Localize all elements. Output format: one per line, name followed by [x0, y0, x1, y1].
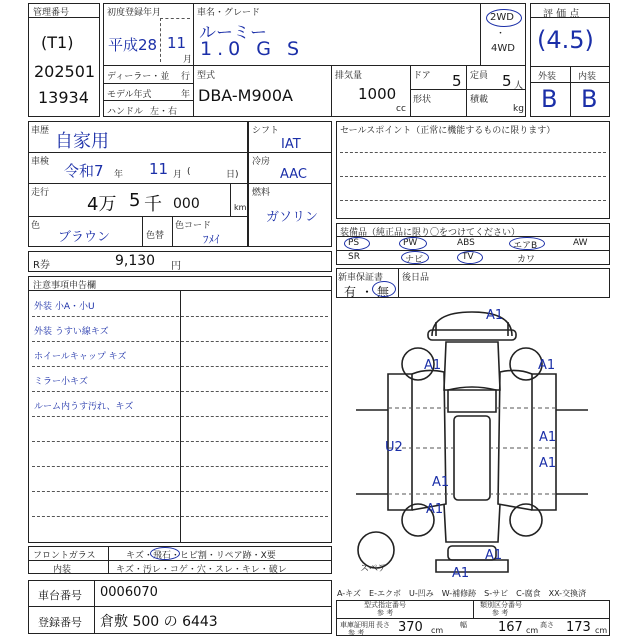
- color-value: ブラウン: [58, 230, 111, 245]
- later-label: 後日品: [402, 273, 430, 283]
- drive-4wd: 4WD: [491, 43, 515, 54]
- mileage-label: 走行: [31, 188, 50, 198]
- load-label: 積載: [470, 95, 489, 105]
- equip-pw-circle: [399, 237, 427, 250]
- rticket-value: 9,130: [115, 253, 156, 269]
- warranty-none-circle: [372, 281, 396, 297]
- equip-airbag: エアB: [513, 241, 538, 251]
- mgmt-line1: 202501: [34, 62, 96, 81]
- equip-navi: ナビ: [405, 255, 424, 265]
- handle-value: 左・右: [150, 107, 178, 117]
- plate-value: 倉敷 500 の 6443: [100, 614, 218, 630]
- load-unit: kg: [513, 104, 524, 114]
- disp-value: 1000: [358, 85, 397, 103]
- interior-label: 内装: [53, 565, 72, 575]
- car-name-label: 車名・グレード: [197, 8, 261, 18]
- use-value: 自家用: [55, 131, 109, 152]
- equip-tv: TV: [462, 252, 474, 262]
- note-line-1: 外装 小A・小U: [34, 302, 95, 312]
- chassis-label: 車台番号: [38, 589, 82, 602]
- damage-mark-5: A1: [539, 430, 557, 445]
- height-label: 高さ: [540, 621, 554, 629]
- damage-mark-4: U2: [385, 440, 403, 455]
- width-unit: cm: [526, 626, 539, 635]
- rticket-label: R券: [33, 260, 50, 271]
- damage-mark-1: A1: [486, 308, 504, 323]
- inspect-day-open: (: [187, 167, 191, 177]
- rating-ext: B: [541, 85, 558, 113]
- height-value: 173: [566, 620, 591, 635]
- rticket-unit: 円: [171, 261, 181, 272]
- type-num-label: 型式指定番号: [364, 601, 406, 609]
- damage-mark-2: A1: [538, 358, 556, 373]
- shift-label: シフト: [252, 126, 280, 136]
- inspect-year-unit: 年: [114, 170, 124, 180]
- rating-int: B: [581, 85, 598, 113]
- car-grade: 1.0 G S: [200, 38, 305, 60]
- damage-mark-6: A1: [539, 456, 557, 471]
- mgmt-line2: 13934: [38, 88, 89, 107]
- note-line-3: ホイールキャップ キズ: [34, 352, 127, 362]
- dealer-label: ディーラー・並: [107, 72, 170, 82]
- mileage-man: 4万: [87, 194, 117, 215]
- equip-leather: カワ: [517, 255, 536, 265]
- model-year-suffix: 年: [181, 90, 191, 100]
- car-damage-diagram: [336, 298, 610, 586]
- model-year-label: モデル年式: [107, 90, 152, 100]
- equip-navi-circle: [401, 251, 429, 264]
- notes-label: 注意事項申告欄: [33, 281, 97, 291]
- warranty-yes: 有: [344, 285, 357, 299]
- length-value: 370: [398, 620, 423, 635]
- cert-ref: 参 考: [348, 629, 365, 637]
- disp-label: 排気量: [335, 71, 363, 81]
- class-num-ref: 参 考: [492, 609, 509, 617]
- rating-value: (4.5): [537, 26, 594, 54]
- mgmt-code: (T1): [41, 33, 74, 52]
- note-line-2: 外装 うすい線キズ: [34, 327, 109, 337]
- equip-sr: SR: [348, 252, 360, 262]
- spare-label: スペア: [360, 564, 388, 574]
- rating-ext-label: 外装: [538, 72, 557, 82]
- inspect-month: 11: [149, 160, 169, 178]
- inspect-day-unit: 日): [226, 170, 239, 180]
- inspect-month-unit: 月: [173, 170, 183, 180]
- mileage-sen: 千: [144, 194, 162, 215]
- reg-month: 11: [167, 34, 187, 52]
- use-label: 車歴: [31, 126, 50, 136]
- door-label: ドア: [413, 71, 431, 81]
- mileage-unit: km: [234, 203, 247, 212]
- car-name: ルーミー: [199, 23, 267, 43]
- reg-label: 初度登録年月: [107, 8, 162, 18]
- glass-chip-circle: [150, 547, 180, 560]
- cap-value: 5: [502, 72, 512, 90]
- reg-month-unit: 月: [183, 55, 193, 65]
- fuel-value: ガソリン: [266, 210, 319, 225]
- color-label: 色: [31, 221, 41, 231]
- equip-label: 装備品（純正品に限り〇をつけてください）: [340, 228, 521, 238]
- inspect-era: 令和7: [64, 162, 104, 180]
- cap-unit: 人: [514, 81, 524, 91]
- reg-era: 平成28: [108, 36, 158, 54]
- damage-mark-8: A1: [426, 502, 444, 517]
- equip-ps: PS: [348, 238, 360, 248]
- model-value: DBA-M900A: [198, 86, 293, 105]
- door-value: 5: [452, 72, 462, 90]
- equip-airbag-circle: [509, 237, 545, 250]
- plate-label: 登録番号: [38, 616, 82, 629]
- cap-label: 定員: [470, 71, 489, 81]
- equip-tv-circle: [457, 251, 483, 264]
- width-value: 167: [498, 620, 523, 635]
- mileage-num: 5: [129, 190, 141, 211]
- dealer-suffix: 行: [181, 72, 191, 82]
- damage-mark-7: A1: [432, 475, 450, 490]
- color-code-value: ﾌﾒｲ: [203, 233, 220, 246]
- chassis-value: 0006070: [100, 585, 158, 600]
- height-unit: cm: [595, 626, 608, 635]
- shape-label: 形状: [413, 95, 432, 105]
- interior-items: キズ・汚レ・コゲ・穴・スレ・キレ・破レ: [116, 565, 287, 575]
- cert-label: 車庫証明用: [340, 621, 375, 629]
- damage-mark-9: A1: [485, 548, 503, 563]
- model-label: 型式: [197, 71, 216, 81]
- warranty-label: 新車保証書: [338, 273, 384, 283]
- length-unit: cm: [431, 626, 444, 635]
- equip-pw: PW: [403, 238, 418, 248]
- rating-label: 評 価 点: [543, 9, 580, 20]
- length-label: 長さ: [376, 621, 390, 629]
- note-line-4: ミラー小キズ: [34, 377, 88, 387]
- ac-value: AAC: [280, 167, 307, 182]
- width-label: 幅: [460, 621, 467, 629]
- glass-items: キズ・飛石・ヒビ割・リペア跡・X要: [126, 551, 276, 561]
- sales-label: セールスポイント（正常に機能するものに限ります）: [340, 126, 556, 136]
- handle-label: ハンドル: [107, 107, 144, 117]
- color-code-label: 色コード: [175, 221, 212, 231]
- mgmt-label: 管理番号: [33, 8, 70, 18]
- drive-2wd: 2WD: [490, 12, 514, 23]
- equip-aw: AW: [573, 238, 588, 248]
- note-line-5: ルーム内うす汚れ、キズ: [34, 402, 134, 412]
- mileage-rest: 000: [173, 196, 200, 212]
- ac-label: 冷房: [252, 157, 271, 167]
- damage-mark-10: A1: [452, 566, 470, 581]
- drive-dot: ・: [496, 29, 506, 39]
- glass-label: フロントガラス: [33, 551, 96, 561]
- class-num-label: 類別区分番号: [480, 601, 522, 609]
- damage-legend: A-キズ E-エクボ U-凹み W-補修跡 S-サビ C-腐食 XX-交換済: [337, 589, 587, 598]
- fuel-label: 燃料: [252, 188, 271, 198]
- rating-int-label: 内装: [578, 72, 597, 82]
- disp-unit: cc: [396, 104, 406, 114]
- color-tone-label: 色替: [146, 231, 165, 241]
- warranty-none: 無: [377, 285, 390, 299]
- shift-value: IAT: [281, 137, 301, 152]
- inspect-label: 車検: [31, 157, 50, 167]
- warranty-dot: ・: [361, 285, 374, 299]
- type-num-ref: 参 考: [377, 609, 394, 617]
- equip-ps-circle: [344, 237, 370, 250]
- equip-abs: ABS: [457, 238, 475, 248]
- damage-mark-3: A1: [424, 358, 442, 373]
